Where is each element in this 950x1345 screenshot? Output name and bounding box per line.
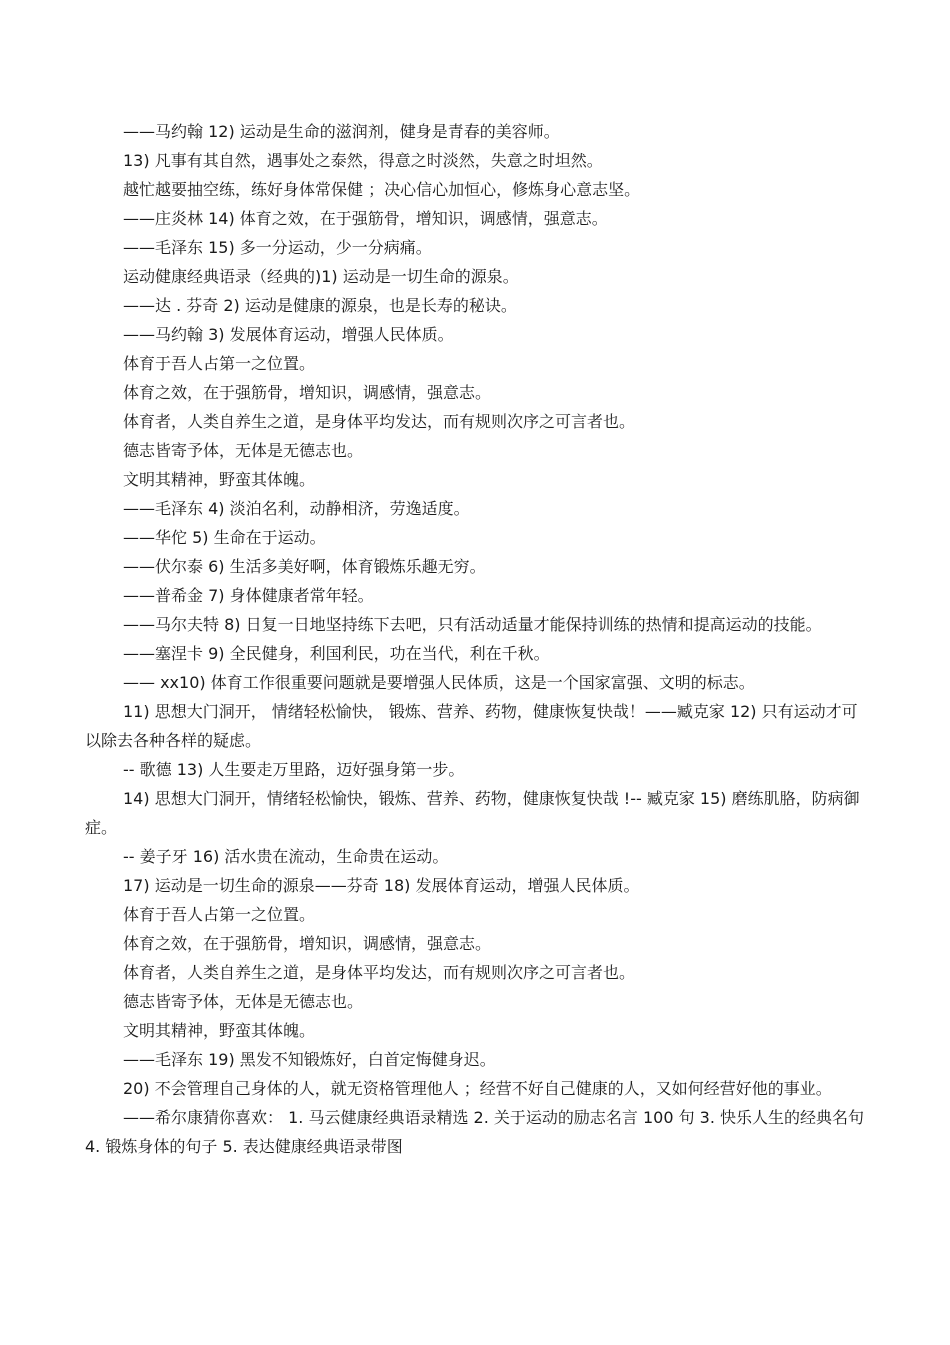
paragraph: 文明其精神，野蛮其体魄。	[123, 470, 316, 489]
paragraph: 13) 凡事有其自然，遇事处之泰然，得意之时淡然，失意之时坦然。	[123, 151, 603, 170]
paragraph: -- 歌德 13) 人生要走万里路，迈好强身第一步。	[123, 760, 465, 779]
paragraph: 体育者，人类自养生之道，是身体平均发达，而有规则次序之可言者也。	[123, 963, 636, 982]
paragraph: 11) 思想大门洞开， 情绪轻松愉快， 锻炼、营养、药物，健康恢复快哉！——臧克家 12) 只有运动才可以除去各种各样的疑虑。	[85, 702, 858, 750]
document-body	[85, 117, 865, 1161]
paragraph: ——伏尔泰 6) 生活多美好啊，体育锻炼乐趣无穷。	[123, 557, 486, 576]
paragraph: ——希尔康猜你喜欢： 1. 马云健康经典语录精选 2. 关于运动的励志名言 100 句 3. 快乐人生的经典名句 4. 锻炼身体的句子 5. 表达健康经典语录带图	[85, 1108, 865, 1156]
paragraph: ——塞涅卡 9) 全民健身，利国利民，功在当代，利在千秋。	[123, 644, 550, 663]
paragraph: -- 姜子牙 16) 活水贵在流动，生命贵在运动。	[123, 847, 449, 866]
paragraph: ——普希金 7) 身体健康者常年轻。	[123, 586, 374, 605]
paragraph: 20) 不会管理自己身体的人，就无资格管理他人 ；经营不好自己健康的人，又如何经营好他的事业。	[123, 1079, 832, 1098]
paragraph: 体育者，人类自养生之道，是身体平均发达，而有规则次序之可言者也。	[123, 412, 636, 431]
paragraph: ——马约翰 3) 发展体育运动，增强人民体质。	[123, 325, 454, 344]
paragraph: 体育之效，在于强筋骨，增知识，调感情，强意志。	[123, 934, 492, 953]
paragraph: ——毛泽东 4) 淡泊名利，动静相济，劳逸适度。	[123, 499, 470, 518]
paragraph: ——庄炎林 14) 体育之效，在于强筋骨，增知识，调感情，强意志。	[123, 209, 608, 228]
paragraph: 14) 思想大门洞开，情绪轻松愉快，锻炼、营养、药物，健康恢复快哉 !-- 臧克家 15) 磨练肌胳，防病御症。	[85, 789, 860, 837]
paragraph: 体育于吾人占第一之位置。	[123, 905, 316, 924]
paragraph: ——达 . 芬奇 2) 运动是健康的源泉，也是长寿的秘诀。	[123, 296, 517, 315]
paragraph: 德志皆寄予体，无体是无德志也。	[123, 441, 364, 460]
paragraph: ——马约翰 12) 运动是生命的滋润剂，健身是青春的美容师。	[123, 122, 560, 141]
paragraph: ——毛泽东 15) 多一分运动，少一分病痛。	[123, 238, 432, 257]
paragraph: —— xx10) 体育工作很重要问题就是要增强人民体质，这是一个国家富强、文明的标志。	[123, 673, 755, 692]
paragraph: 体育于吾人占第一之位置。	[123, 354, 316, 373]
paragraph: 德志皆寄予体，无体是无德志也。	[123, 992, 364, 1011]
paragraph: 文明其精神，野蛮其体魄。	[123, 1021, 316, 1040]
paragraph: 越忙越要抽空练，练好身体常保健 ；决心信心加恒心，修炼身心意志坚。	[123, 180, 641, 199]
paragraph: 17) 运动是一切生命的源泉——芬奇 18) 发展体育运动，增强人民体质。	[123, 876, 640, 895]
paragraph: ——毛泽东 19) 黑发不知锻炼好，白首定悔健身迟。	[123, 1050, 496, 1069]
paragraph: ——马尔夫特 8) 日复一日地坚持练下去吧，只有活动适量才能保持训练的热情和提高运动的技能。	[123, 615, 822, 634]
paragraph: 运动健康经典语录（经典的)1) 运动是一切生命的源泉。	[123, 267, 519, 286]
paragraph: 体育之效，在于强筋骨，增知识，调感情，强意志。	[123, 383, 492, 402]
paragraph: ——华佗 5) 生命在于运动。	[123, 528, 326, 547]
